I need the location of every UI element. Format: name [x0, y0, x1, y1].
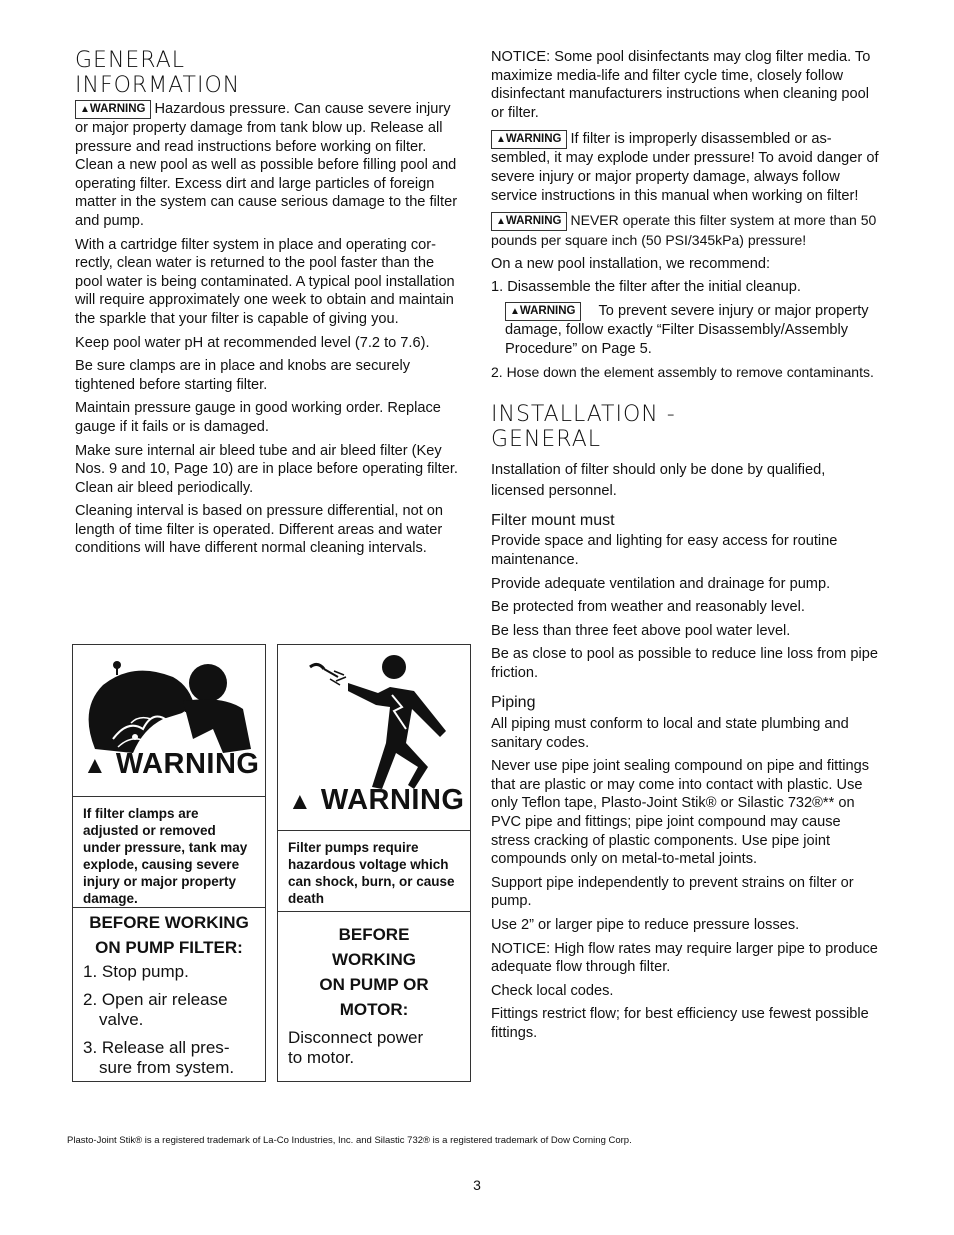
section-title: INSTALLATION - GENERAL — [491, 401, 676, 452]
warning-paragraph: ▲WARNING Hazardous pressure. Can cause severe injury or major property damage from tank blow up. Release all pressure and read instructions before working on filter. — [75, 101, 451, 155]
list-item: 1. Disassemble the filter after the initial cleanup. — [491, 279, 801, 296]
warning-paragraph: ▲WARNING If filter is improperly disassembled or assembled, it may explode under pressure! To avoid danger of severe injury or major property damage, always follow service instructions in this manual when working on filter! — [491, 131, 879, 204]
step: 2. Open air release valve. — [83, 990, 228, 1029]
warning-heading: ▲ WARNING — [83, 748, 260, 780]
list-item: Be protected from weather and reasonably level. — [491, 599, 805, 616]
section-title: GENERAL INFORMATION — [75, 48, 241, 98]
warning-badge: ▲WARNING — [75, 100, 151, 119]
paragraph: On a new pool installation, we recommend: — [491, 255, 771, 272]
list-item: Be less than three feet above pool water level. — [491, 622, 791, 639]
right-column — [491, 48, 881, 1048]
paragraph: Maintain pressure gauge in good working order. Replace gauge if it fails or is damaged. — [75, 400, 441, 435]
list-item: Provide space and lighting for easy access for routine maintenance. — [491, 533, 838, 568]
paragraph: Fittings restrict flow; for best efficiency use fewest possible fittings. — [491, 1006, 869, 1041]
warning-panel-electrical — [277, 644, 471, 1082]
paragraph: Keep pool water pH at recommended level (7.2 to 7.6). — [75, 334, 430, 351]
subheading: Filter mount must — [491, 511, 615, 529]
paragraph: Clean a new pool as well as possible before filling pool and operating filter. Excess dirt and large particles of foreign matter in the system can cause serious damage to the filter and pump. — [75, 157, 458, 229]
paragraph: All piping must conform to local and state plumbing and sanitary codes. — [491, 716, 849, 751]
paragraph: Cleaning interval is based on pressure differential, not on length of time filter is operated. Different areas and water conditions will have different normal cleaning intervals. — [75, 503, 444, 557]
general-information-section — [75, 48, 460, 563]
step: 3. Release all pressure from system. — [83, 1038, 235, 1077]
warning-text: If filter clamps are adjusted or removed under pressure, tank may explode, causing severe injury or major property damage. — [83, 806, 248, 906]
paragraph: Installation of filter should only be done by qualified, licensed personnel. — [491, 461, 826, 499]
instructions-block — [73, 907, 265, 1078]
subheading: Piping — [491, 694, 536, 712]
warning-pictogram — [73, 645, 265, 797]
warning-badge: ▲WARNING — [491, 212, 567, 231]
paragraph: Check local codes. — [491, 982, 614, 999]
warning-triangle-icon: ▲ — [496, 216, 506, 228]
warning-heading: ▲ WARNING — [288, 784, 465, 816]
list-item: 2. Hose down the element assembly to remove contaminants. — [491, 364, 874, 381]
list-item: Be as close to pool as possible to reduce line loss from pipe friction. — [491, 646, 878, 681]
electric-shock-icon — [278, 647, 470, 797]
warning-triangle-icon: ▲ — [510, 305, 520, 317]
instruction: Disconnect power to motor. — [288, 1028, 424, 1067]
warning-text: Filter pumps require hazardous voltage which can shock, burn, or cause death — [288, 840, 455, 906]
paragraph: NOTICE: High flow rates may require larger pipe to produce adequate flow through filter. — [491, 940, 878, 976]
page-number: 3 — [473, 1177, 481, 1193]
paragraph: With a cartridge filter system in place and operating correctly, clean water is returned to the pool faster than the pool water is being contaminated. A typical pool installation will require approximately one week to obtain and maintain the sparkle that your filter is capable of giving you. — [75, 236, 455, 327]
footnote: Plasto-Joint Stik® is a registered trademark of La-Co Industries, Inc. and Silastic 732® is a registered trademark of Dow Corning Corp. — [67, 1135, 632, 1146]
warning-triangle-icon: ▲ — [288, 788, 313, 815]
paragraph: Use 2” or larger pipe to reduce pressure losses. — [491, 917, 800, 933]
instructions-block — [278, 911, 470, 1068]
warning-panel-pressure — [72, 644, 266, 1082]
step: 1. Stop pump. — [83, 962, 189, 981]
paragraph: Make sure internal air bleed tube and air bleed filter (Key Nos. 9 and 10, Page 10) are in place before operating filter. Clean air bleed periodically. — [75, 442, 458, 496]
warning-badge: ▲WARNING — [491, 130, 567, 149]
warning-pictogram — [278, 645, 470, 831]
warning-paragraph: ▲WARNING NEVER operate this filter system at more than 50 pounds per square inch (50 PSI/345kPa) pressure! — [491, 212, 877, 249]
instructions-heading: BEFORE WORKING ON PUMP OR MOTOR: — [319, 925, 429, 1019]
instructions-heading: BEFORE WORKING ON PUMP FILTER: — [89, 913, 249, 957]
warning-paragraph: ▲WARNING To prevent severe injury or major property damage, follow exactly “Filter Disassembly/Assembly Procedure” on Page 5. — [505, 302, 869, 357]
paragraph: Be sure clamps are in place and knobs are securely tightened before starting filter. — [75, 358, 411, 393]
paragraph: Never use pipe joint sealing compound on pipe and fittings that are plastic or may come into contact with plastic. Use only Teflon tape, Plasto-Joint Stik® or Silastic 732®** on PVC pipe and fittings; pipe joint compound may cause stress cracking of plastic components. Use pipe joint compounds only on metal-to-metal joints. — [491, 758, 870, 868]
paragraph: Support pipe independently to prevent strains on filter or pump. — [491, 874, 854, 910]
notice-paragraph: NOTICE: Some pool disinfectants may clog filter media. To maximize media-life and filter cycle time, closely follow disinfectant manufacturers instructions when cleaning pool or filter. — [491, 49, 871, 121]
warning-triangle-icon: ▲ — [83, 752, 108, 779]
warning-triangle-icon: ▲ — [80, 104, 90, 115]
warning-badge: ▲WARNING — [505, 302, 581, 321]
exploding-tank-icon — [73, 649, 265, 759]
warning-triangle-icon: ▲ — [496, 134, 506, 146]
list-item: Provide adequate ventilation and drainage for pump. — [491, 575, 831, 592]
